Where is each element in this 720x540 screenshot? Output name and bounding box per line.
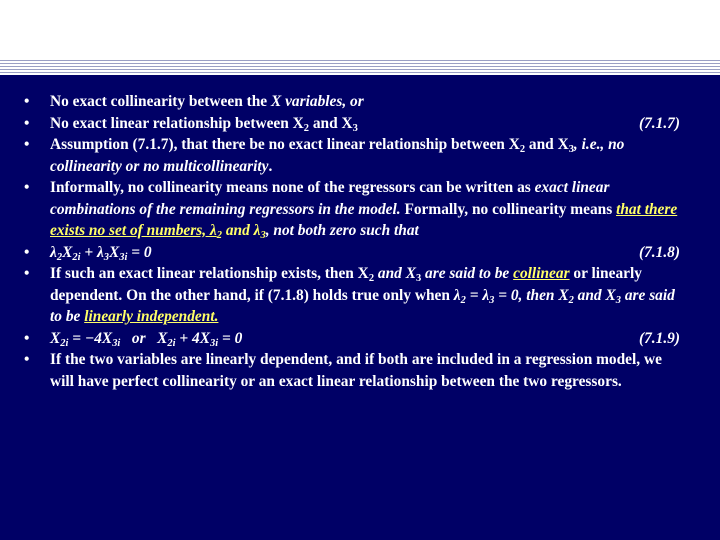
subscript: 3	[260, 229, 266, 241]
bullet-text-italic: exact linear combinations of the remaining regressors in the model.	[50, 179, 610, 218]
subscript: 2	[56, 251, 63, 263]
highlighted-text: collinear	[513, 265, 570, 282]
bullet-collinear-definition	[22, 263, 688, 328]
bullet-text: and X	[309, 114, 353, 132]
equation-text: + λ	[80, 243, 104, 261]
bullet-text-italic: are said to be	[421, 265, 514, 282]
equation-text: X	[109, 243, 120, 261]
subscript: 3	[352, 122, 358, 134]
subscript: 3i	[209, 337, 219, 349]
equation-text: λ	[50, 243, 57, 261]
equation-text: = −4X	[68, 329, 113, 347]
subscript: 3i	[119, 251, 128, 263]
equation-text: are said to be	[50, 286, 675, 325]
subscript: 2	[216, 229, 222, 241]
bullet-text: and X	[525, 136, 569, 153]
bullet-perfect-collinearity	[22, 349, 688, 392]
subscript: 2	[368, 272, 375, 284]
equation-number: (7.1.9)	[638, 329, 680, 347]
bullet-text: If such an exact linear relationship exists, then X	[50, 265, 369, 282]
subscript: 2i	[72, 251, 81, 263]
highlighted-text: that there exists no set of numbers, λ	[50, 200, 678, 239]
equation-text: = λ	[465, 286, 490, 304]
bullet-text-italic: , i.e., no collinearity or no multicollinearity	[50, 136, 625, 175]
subscript: 3	[103, 251, 110, 263]
bullet-assumption	[22, 134, 688, 177]
slide-header-area	[0, 0, 720, 60]
bullet-equation-7-1-8	[22, 242, 688, 264]
equation-text: = 0	[127, 243, 152, 261]
bullet-text: Formally, no collinearity means	[400, 200, 617, 218]
subscript: 3	[568, 143, 574, 155]
bullet-list	[22, 91, 688, 392]
bullet-text: No exact linear relationship between X	[50, 114, 304, 132]
subscript: 2	[519, 143, 526, 155]
bullet-text: Informally, no collinearity means none of the regressors can be written as	[50, 179, 535, 196]
bullet-no-exact-linear-relationship	[22, 113, 688, 135]
equation-text: or X	[120, 329, 168, 347]
subscript: 3	[489, 294, 495, 306]
subscript: 2	[303, 122, 310, 134]
bullet-text-italic: and X	[374, 265, 416, 282]
subscript: 2i	[60, 337, 69, 349]
highlighted-text: and λ	[221, 222, 261, 239]
equation-text: X	[62, 243, 73, 261]
subscript: 3i	[112, 337, 121, 349]
equation-number: (7.1.8)	[638, 243, 680, 261]
bullet-no-exact-collinearity	[22, 91, 688, 113]
subscript: 2	[460, 294, 466, 306]
equation-number: (7.1.7)	[638, 114, 680, 132]
bullet-equation-7-1-9	[22, 328, 688, 350]
subscript: 3	[415, 272, 422, 284]
equation-text: λ	[453, 286, 461, 304]
bullet-text-italic: , not both zero such that	[265, 222, 419, 239]
bullet-text-italic: X variables, or	[270, 93, 364, 110]
bullet-text: If the two variables are linearly dependent, and if both are included in a regression model, we will have perfect collinearity or an exact linear relationship between the two regressors.	[50, 351, 662, 390]
bullet-text: or linearly dependent. On the other hand, if (7.1.8) holds true only when	[50, 265, 642, 304]
subscript: 2	[568, 294, 574, 306]
equation-text: + 4X	[175, 329, 210, 347]
slide-body	[0, 75, 720, 540]
highlighted-text: linearly independent.	[84, 308, 219, 325]
equation-text: X	[50, 329, 61, 347]
decorative-rule	[0, 60, 720, 75]
equation-text: = 0, then X	[494, 286, 569, 304]
bullet-text: .	[268, 157, 273, 175]
subscript: 2i	[167, 337, 176, 349]
subscript: 3	[615, 294, 621, 306]
equation-text: = 0	[218, 329, 243, 347]
bullet-text: No exact collinearity between the	[50, 93, 271, 110]
bullet-informally	[22, 177, 688, 242]
equation-text: and X	[573, 286, 616, 304]
bullet-text: Assumption (7.1.7), that there be no exact linear relationship between X	[50, 136, 520, 153]
